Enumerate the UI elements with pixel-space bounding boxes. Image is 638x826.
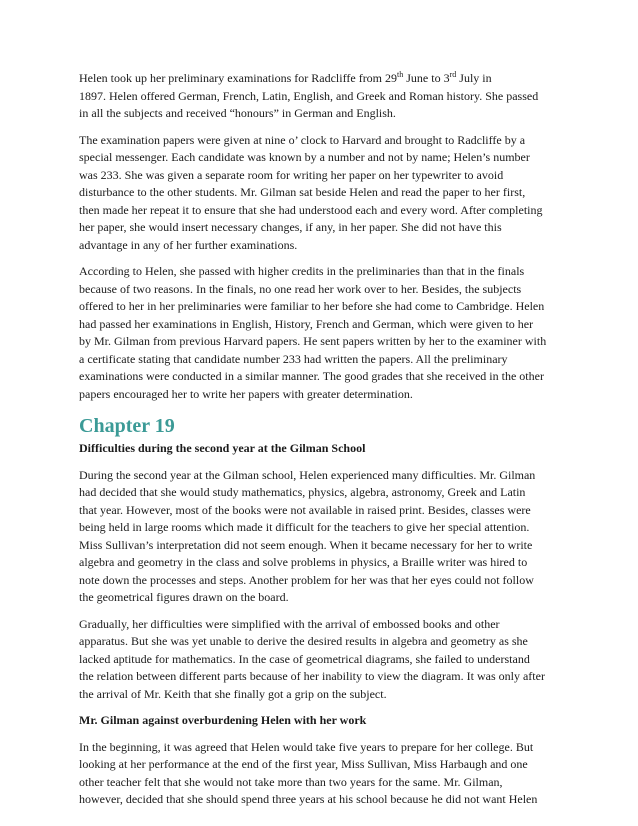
text-line: algebra and geometry in the class and solve problems in physics, a Braille writer was hired to: [79, 555, 528, 569]
section-heading: Mr. Gilman against overburdening Helen with her work: [79, 713, 367, 727]
text-line: special messenger. Each candidate was known by a number and not by name; Helen’s number: [79, 150, 530, 164]
paragraph-second-year: [79, 467, 571, 607]
text-line: apparatus. But she was yet unable to derive the desired results in algebra and geometry as she: [79, 634, 528, 648]
text-line: lacked aptitude for mathematics. In the case of geometrical diagrams, she failed to understand: [79, 651, 530, 666]
text-span: Helen took up her preliminary examinations for Radcliffe from 29: [79, 71, 398, 85]
text-span: June to 3: [403, 71, 450, 85]
paragraph-examination-papers: [79, 132, 571, 255]
section-heading: Difficulties during the second year at the Gilman School: [79, 441, 366, 455]
paragraph-embossed-books: [79, 616, 571, 704]
text-line: that year. However, most of the books were not available in raised print. Besides, classes were: [79, 502, 531, 517]
chapter-heading: Chapter 19: [79, 415, 175, 437]
text-line: had passed her examinations in English, History, French and German, which were given to her: [79, 316, 534, 331]
text-line: however, decided that she should spend three years at his school because he did not want Helen: [79, 792, 538, 806]
text-line: During the second year at the Gilman school, Helen experienced many difficulties. Mr. Gilman: [79, 467, 536, 482]
text-line: in all the subjects and received “honours” in German and English.: [79, 106, 396, 120]
text-line: being held in large rooms which made it difficult for the teachers to give her special attention.: [79, 520, 530, 534]
text-line: advantage in any of her further examinations.: [79, 237, 298, 252]
text-span: July in: [456, 71, 492, 85]
text-line: In the beginning, it was agreed that Helen would take five years to prepare for her college. But: [79, 739, 534, 754]
paragraph-higher-credits: [79, 263, 571, 403]
text-line: a certificate stating that candidate number 233 had written the papers. All the preliminary: [79, 351, 508, 366]
text-line: was 233. She was given a separate room for writing her paper on her typewriter to avoid: [79, 167, 504, 182]
text-line: the geometrical figures drawn on the board.: [79, 590, 289, 604]
text-line: note down the processes and steps. Another problem for her was that her eyes could not follow: [79, 572, 534, 587]
text-line: According to Helen, she passed with higher credits in the preliminaries than that in the finals: [79, 264, 525, 278]
text-line: by Mr. Gilman from previous Harvard papers. He sent papers written by her to the examiner with: [79, 334, 547, 348]
superscript: th: [397, 70, 404, 79]
superscript: rd: [449, 70, 457, 79]
text-line: the relation between different parts because of her inability to view the diagram. It was only after: [79, 669, 545, 683]
paragraph-preliminary-exams: [79, 70, 571, 123]
text-line: Miss Sullivan’s interpretation did not seem enough. When it became necessary for her to write: [79, 537, 533, 552]
text-line: because of two reasons. In the finals, no one read her work over to her. Besides, the subjects: [79, 281, 522, 296]
text-line: looking at her performance at the end of the first year, Miss Sullivan, Miss Harbaugh and one: [79, 757, 528, 771]
text-line: Gradually, her difficulties were simplified with the arrival of embossed books and other: [79, 616, 500, 631]
text-line: [79, 70, 571, 88]
text-line: the arrival of Mr. Keith that she finally got a grip on the subject.: [79, 686, 387, 701]
text-line: The examination papers were given at nine o’ clock to Harvard and brought to Radcliffe by a: [79, 132, 526, 147]
text-line: then made her repeat it to ensure that she had understood each and every word. After completing: [79, 202, 543, 217]
text-line: examinations were conducted in a similar manner. The good grades that she received in the other: [79, 369, 544, 383]
document-page: [79, 70, 571, 818]
paragraph-overburdening: [79, 739, 571, 809]
text-line: her paper, she would insert necessary changes, if any, in her paper. She did not have this: [79, 220, 502, 234]
text-line: offered to her in her preliminaries were familiar to her before she had come to Cambridge. Helen: [79, 299, 545, 313]
text-line: other teacher felt that she would not take more than two years for the same. Mr. Gilman,: [79, 774, 503, 789]
text-line: had decided that she would study mathematics, physics, algebra, astronomy, Greek and Latin: [79, 485, 526, 499]
text-line: disturbance to the other students. Mr. Gilman sat beside Helen and read the paper to her first,: [79, 185, 526, 199]
text-line: papers encouraged her to write her papers with greater determination.: [79, 386, 413, 401]
text-line: 1897. Helen offered German, French, Latin, English, and Greek and Roman history. She passed: [79, 88, 539, 103]
